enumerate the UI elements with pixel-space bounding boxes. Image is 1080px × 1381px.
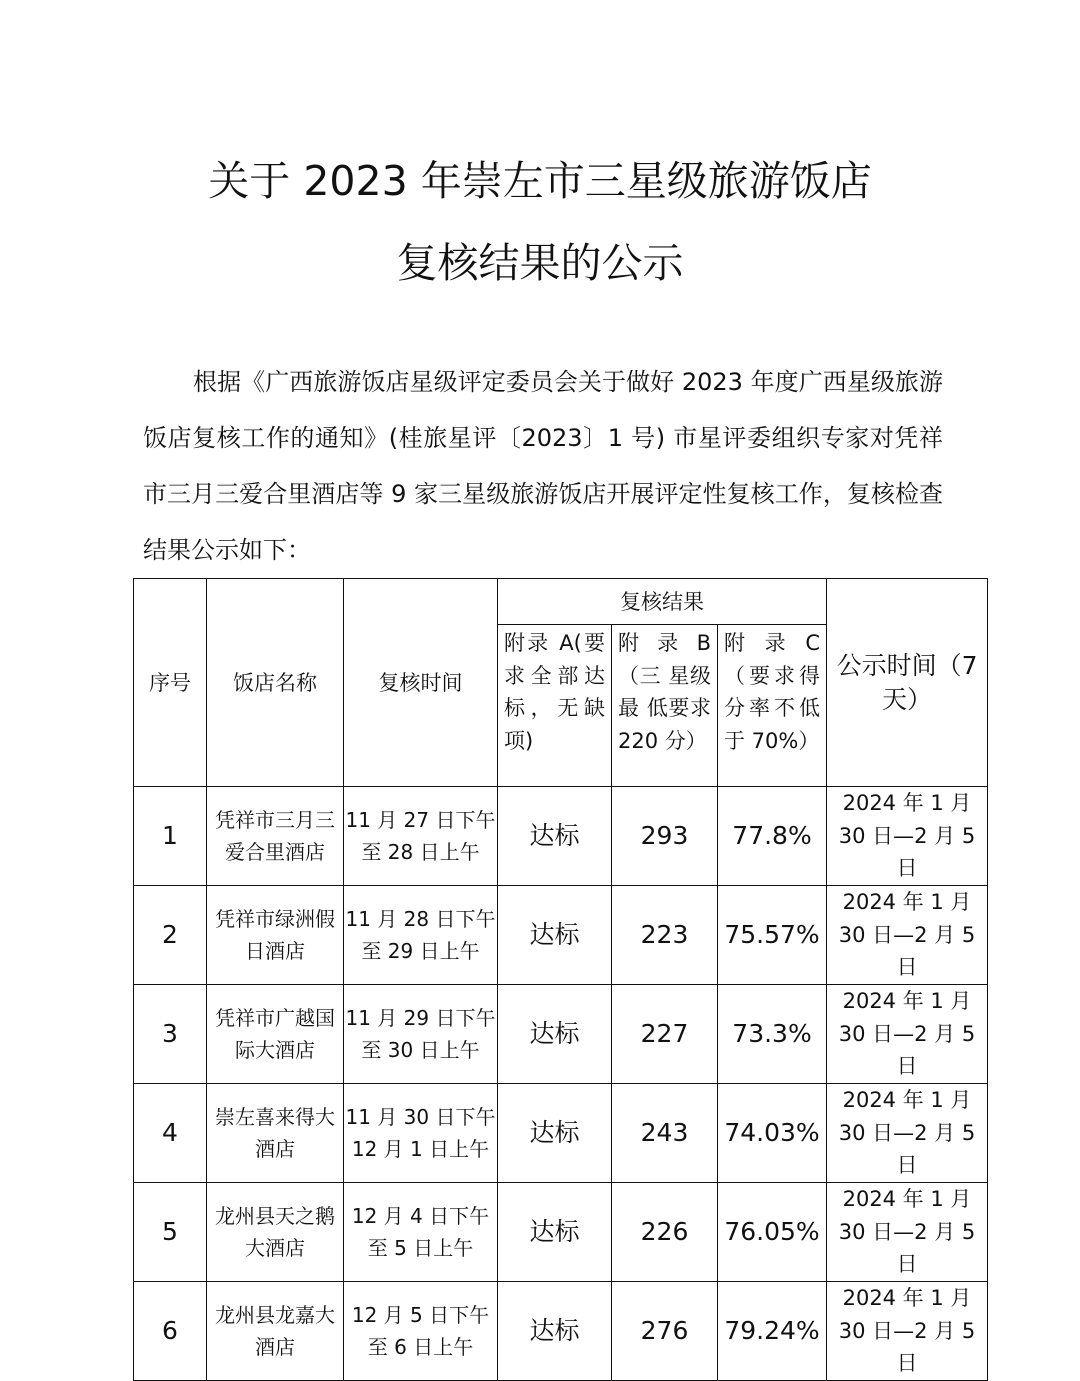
row-review-time: 12 月 4 日下午至 5 日上午 [344, 1183, 498, 1282]
row-appendix-a: 达标 [498, 886, 612, 985]
header-appendix-a: 附录 A(要求全部达标，无缺项) [498, 625, 612, 787]
row-seq: 1 [134, 787, 207, 886]
row-hotel-name: 龙州县龙嘉大酒店 [207, 1282, 344, 1381]
row-publicity-time: 2024 年 1 月 30 日—2 月 5 日 [827, 1084, 988, 1183]
header-appendix-c: 附 录 C （要求得分率不低于 70%） [718, 625, 827, 787]
row-publicity-time: 2024 年 1 月 30 日—2 月 5 日 [827, 1183, 988, 1282]
row-seq: 5 [134, 1183, 207, 1282]
header-row-1 [134, 579, 988, 625]
row-publicity-time: 2024 年 1 月 30 日—2 月 5 日 [827, 787, 988, 886]
row-hotel-name: 龙州县天之鹅大酒店 [207, 1183, 344, 1282]
row-appendix-c: 73.3% [718, 985, 827, 1084]
row-hotel-name: 凭祥市广越国际大酒店 [207, 985, 344, 1084]
row-appendix-c: 77.8% [718, 787, 827, 886]
row-appendix-a: 达标 [498, 1282, 612, 1381]
intro-paragraph [143, 354, 943, 578]
row-appendix-a: 达标 [498, 1183, 612, 1282]
row-seq: 2 [134, 886, 207, 985]
row-seq: 4 [134, 1084, 207, 1183]
row-appendix-a: 达标 [498, 787, 612, 886]
table-row [134, 1183, 988, 1282]
table-row [134, 1282, 988, 1381]
row-review-time: 12 月 5 日下午至 6 日上午 [344, 1282, 498, 1381]
row-appendix-c: 79.24% [718, 1282, 827, 1381]
table-row [134, 886, 988, 985]
document-title-line2: 复核结果的公示 [396, 239, 684, 287]
row-appendix-b: 226 [612, 1183, 718, 1282]
row-appendix-b: 223 [612, 886, 718, 985]
table-row [134, 1084, 988, 1183]
row-appendix-b: 276 [612, 1282, 718, 1381]
row-appendix-b: 293 [612, 787, 718, 886]
row-appendix-a: 达标 [498, 985, 612, 1084]
row-appendix-c: 76.05% [718, 1183, 827, 1282]
document-title-line1: 关于 2023 年崇左市三星级旅游饭店 [208, 157, 872, 205]
row-hotel-name: 崇左喜来得大酒店 [207, 1084, 344, 1183]
row-appendix-b: 227 [612, 985, 718, 1084]
row-appendix-b: 243 [612, 1084, 718, 1183]
row-publicity-time: 2024 年 1 月 30 日—2 月 5 日 [827, 886, 988, 985]
row-review-time: 11 月 28 日下午至 29 日上午 [344, 886, 498, 985]
row-hotel-name: 凭祥市绿洲假日酒店 [207, 886, 344, 985]
row-review-time: 11 月 27 日下午至 28 日上午 [344, 787, 498, 886]
row-seq: 3 [134, 985, 207, 1084]
header-hotel-name: 饭店名称 [207, 579, 344, 787]
row-appendix-c: 74.03% [718, 1084, 827, 1183]
results-table [133, 578, 988, 1381]
row-review-time: 11 月 29 日下午至 30 日上午 [344, 985, 498, 1084]
table-row [134, 985, 988, 1084]
row-review-time: 11 月 30 日下午 12 月 1 日上午 [344, 1084, 498, 1183]
header-publicity-time: 公示时间（7 天） [827, 579, 988, 787]
header-review-result: 复核结果 [498, 579, 827, 625]
row-seq: 6 [134, 1282, 207, 1381]
row-publicity-time: 2024 年 1 月 30 日—2 月 5 日 [827, 985, 988, 1084]
table-row [134, 787, 988, 886]
header-appendix-b: 附 录 B （三 星级 最 低要求 220 分） [612, 625, 718, 787]
header-seq: 序号 [134, 579, 207, 787]
row-appendix-c: 75.57% [718, 886, 827, 985]
intro-paragraph-text: 根据《广西旅游饭店星级评定委员会关于做好 2023 年度广西星级旅游饭店复核工作的通知》(桂旅星评〔2023〕1 号) 市星评委组织专家对凭祥市三月三爱合里酒店等 9 家三星级旅游饭店开展评定性复核工作，复核检查结果公示如下： [143, 368, 943, 564]
header-review-time: 复核时间 [344, 579, 498, 787]
row-appendix-a: 达标 [498, 1084, 612, 1183]
row-hotel-name: 凭祥市三月三爱合里酒店 [207, 787, 344, 886]
row-publicity-time: 2024 年 1 月 30 日—2 月 5 日 [827, 1282, 988, 1381]
